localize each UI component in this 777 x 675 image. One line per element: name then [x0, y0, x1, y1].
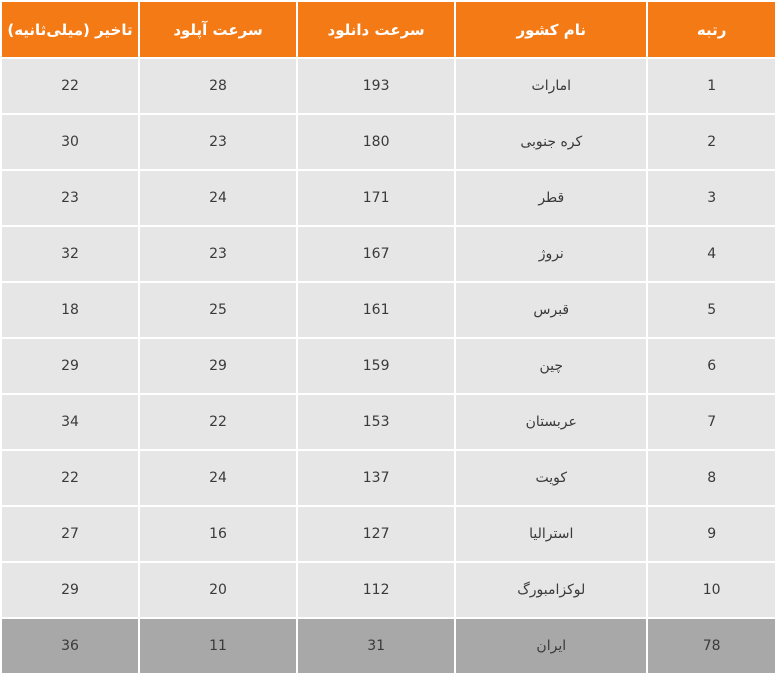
cell-country: استرالیا [455, 506, 647, 562]
cell-rank: 5 [647, 282, 776, 338]
cell-download: 167 [297, 226, 455, 282]
table-row [1, 170, 776, 226]
cell-upload: 29 [139, 338, 297, 394]
cell-rank: 8 [647, 450, 776, 506]
cell-latency: 23 [1, 170, 139, 226]
cell-upload: 16 [139, 506, 297, 562]
cell-upload: 25 [139, 282, 297, 338]
table-row [1, 58, 776, 114]
table-row [1, 114, 776, 170]
cell-rank: 1 [647, 58, 776, 114]
cell-upload: 24 [139, 170, 297, 226]
cell-country: قطر [455, 170, 647, 226]
table-row [1, 226, 776, 282]
cell-rank: 78 [647, 618, 776, 674]
cell-upload: 24 [139, 450, 297, 506]
cell-download: 161 [297, 282, 455, 338]
cell-download: 159 [297, 338, 455, 394]
cell-country: کویت [455, 450, 647, 506]
cell-download: 112 [297, 562, 455, 618]
cell-download: 137 [297, 450, 455, 506]
table-header [1, 1, 776, 58]
cell-country: کره جنوبی [455, 114, 647, 170]
cell-rank: 7 [647, 394, 776, 450]
cell-latency: 36 [1, 618, 139, 674]
cell-download: 31 [297, 618, 455, 674]
table-row [1, 562, 776, 618]
cell-download: 153 [297, 394, 455, 450]
column-header-country: نام کشور [455, 1, 647, 58]
cell-country: لوکزامبورگ [455, 562, 647, 618]
cell-rank: 2 [647, 114, 776, 170]
cell-rank: 9 [647, 506, 776, 562]
cell-latency: 29 [1, 338, 139, 394]
cell-latency: 29 [1, 562, 139, 618]
cell-country: نروژ [455, 226, 647, 282]
table-row [1, 450, 776, 506]
cell-latency: 32 [1, 226, 139, 282]
column-header-download: سرعت دانلود [297, 1, 455, 58]
cell-country: چین [455, 338, 647, 394]
column-header-rank: رتبه [647, 1, 776, 58]
cell-download: 180 [297, 114, 455, 170]
cell-upload: 22 [139, 394, 297, 450]
cell-latency: 34 [1, 394, 139, 450]
cell-download: 127 [297, 506, 455, 562]
cell-rank: 3 [647, 170, 776, 226]
cell-upload: 11 [139, 618, 297, 674]
cell-latency: 22 [1, 58, 139, 114]
column-header-upload: سرعت آپلود [139, 1, 297, 58]
cell-country: امارات [455, 58, 647, 114]
column-header-latency: تاخیر (میلی‌ثانیه) [1, 1, 139, 58]
table-row [1, 338, 776, 394]
table-header-row [1, 1, 776, 58]
cell-latency: 18 [1, 282, 139, 338]
table-row [1, 506, 776, 562]
cell-rank: 4 [647, 226, 776, 282]
table-row [1, 282, 776, 338]
cell-rank: 6 [647, 338, 776, 394]
cell-latency: 30 [1, 114, 139, 170]
cell-upload: 23 [139, 114, 297, 170]
cell-country: عربستان [455, 394, 647, 450]
cell-download: 171 [297, 170, 455, 226]
cell-upload: 23 [139, 226, 297, 282]
table-row [1, 394, 776, 450]
cell-upload: 28 [139, 58, 297, 114]
cell-upload: 20 [139, 562, 297, 618]
table-row-highlighted [1, 618, 776, 674]
cell-download: 193 [297, 58, 455, 114]
cell-country: قبرس [455, 282, 647, 338]
table-body [1, 58, 776, 674]
cell-latency: 27 [1, 506, 139, 562]
cell-country: ایران [455, 618, 647, 674]
cell-rank: 10 [647, 562, 776, 618]
cell-latency: 22 [1, 450, 139, 506]
